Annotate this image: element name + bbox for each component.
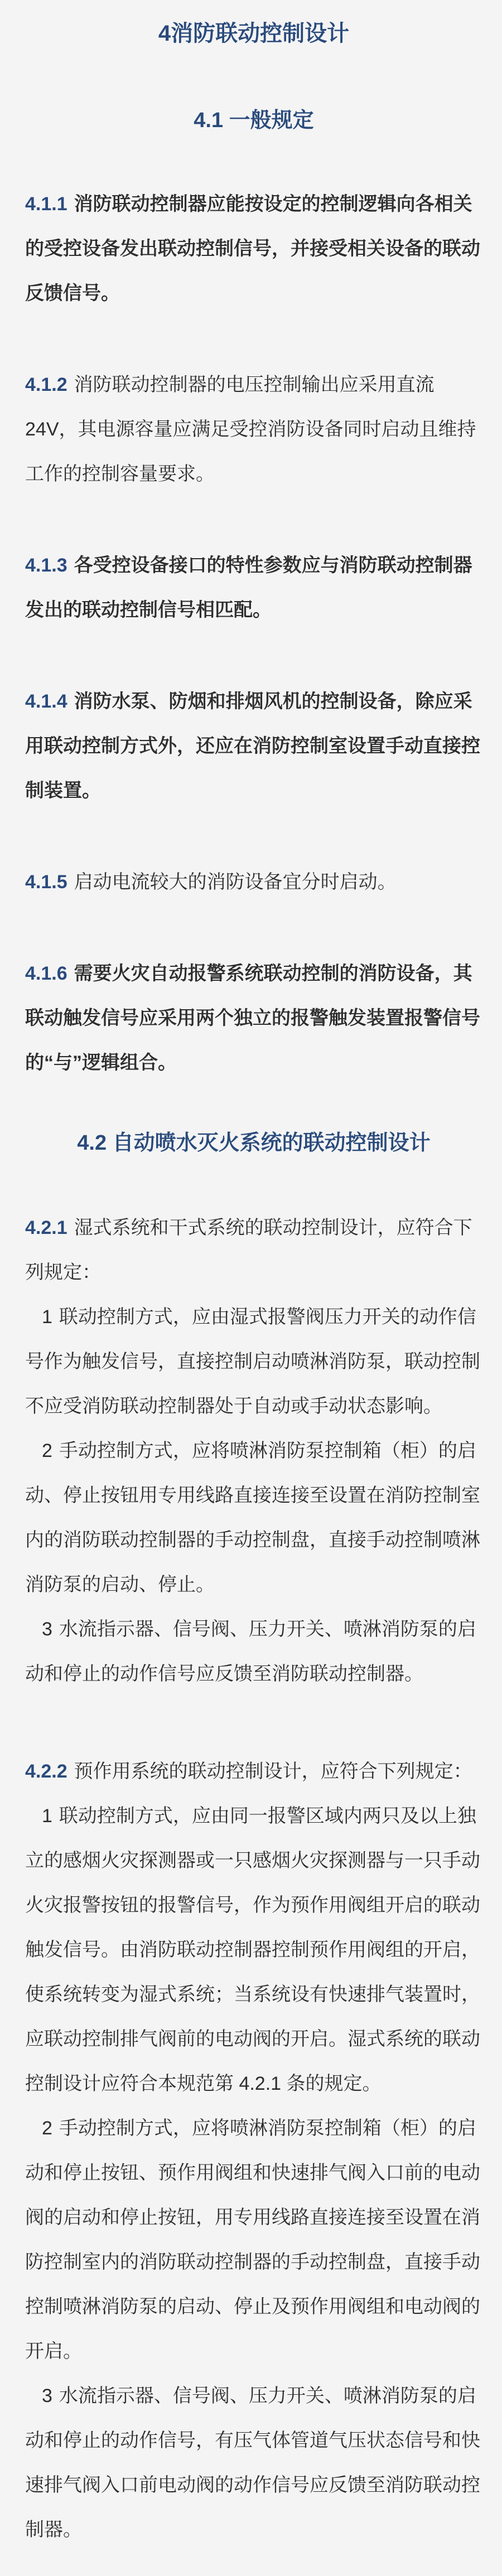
- clause-text: 消防水泵、防烟和排烟风机的控制设备，除应采用联动控制方式外，还应在消防控制室设置手动直接控制装置。: [25, 691, 480, 801]
- clause-paragraph: [25, 860, 482, 904]
- clause-4-1-5: [25, 860, 482, 904]
- clause-number: 4.2.2: [25, 1761, 67, 1782]
- section-heading-4-2: 4.2 自动喷水灭火系统的联动控制设计: [77, 1131, 431, 1155]
- clause-4-1-4: [25, 679, 482, 813]
- subitem-text: 手动控制方式，应将喷淋消防泵控制箱（柜）的启动和停止按钮、预作用阀组和快速排气阀入口前的电动阀的启动和停止按钮，用专用线路直接连接至设置在消防控制室内的消防联动控制器的手动控制盘，直接手动控制喷淋消防泵的启动、停止及预作用阀组和电动阀的开启。: [25, 2118, 480, 2362]
- clause-text: 湿式系统和干式系统的联动控制设计，应符合下列规定：: [25, 1217, 472, 1283]
- clause-number: 4.1.3: [25, 555, 67, 576]
- clause-number: 4.1.5: [25, 871, 67, 893]
- document-title: 4消防联动控制设计: [158, 21, 350, 46]
- clause-number: 4.1.4: [25, 691, 67, 712]
- clause-number: 4.1.6: [25, 963, 67, 984]
- clause-4-1-6: [25, 951, 482, 1085]
- clause-4-2-1-item-1: [25, 1295, 482, 1429]
- subitem-text: 联动控制方式，应由湿式报警阀压力开关的动作信号作为触发信号，直接控制启动喷淋消防泵，联动控制不应受消防联动控制器处于自动或手动状态影响。: [25, 1306, 480, 1417]
- subitem-number: 3: [42, 2385, 52, 2406]
- clause-4-2-1: [25, 1205, 482, 1696]
- subitem-number: 2: [42, 2118, 52, 2139]
- subitem-text: 水流指示器、信号阀、压力开关、喷淋消防泵的启动和停止的动作信号，有压气体管道气压状态信号和快速排气阀入口前电动阀的动作信号应反馈至消防联动控制器。: [25, 2385, 480, 2540]
- section-heading-4-1: 4.1 一般规定: [194, 109, 314, 132]
- clause-paragraph: [25, 679, 482, 813]
- subitem-number: 3: [42, 1619, 52, 1640]
- clause-number: 4.2.1: [25, 1217, 67, 1238]
- subitem-number: 1: [42, 1805, 52, 1827]
- clause-text: 预作用系统的联动控制设计，应符合下列规定：: [74, 1761, 472, 1782]
- clause-number: 4.1.2: [25, 374, 67, 395]
- clause-paragraph: [25, 543, 482, 632]
- clause-paragraph: [25, 1749, 482, 1794]
- subitem-number: 2: [42, 1440, 52, 1461]
- subitem-text: 水流指示器、信号阀、压力开关、喷淋消防泵的启动和停止的动作信号应反馈至消防联动控制器。: [25, 1619, 476, 1684]
- clause-text: 消防联动控制器的电压控制输出应采用直流24V，其电源容量应满足受控消防设备同时启动且维持工作的控制容量要求。: [25, 374, 476, 485]
- clause-4-1-3: [25, 543, 482, 632]
- clause-text: 消防联动控制器应能按设定的控制逻辑向各相关的受控设备发出联动控制信号，并接受相关设备的联动反馈信号。: [25, 193, 480, 304]
- subitem-number: 1: [42, 1306, 52, 1328]
- clause-text: 各受控设备接口的特性参数应与消防联动控制器发出的联动控制信号相匹配。: [25, 555, 472, 621]
- clause-4-2-2: [25, 1749, 482, 2552]
- clause-paragraph: [25, 182, 482, 316]
- clause-paragraph: [25, 362, 482, 496]
- clause-paragraph: [25, 1205, 482, 1295]
- subitem-text: 手动控制方式，应将喷淋消防泵控制箱（柜）的启动、停止按钮用专用线路直接连接至设置在消防控制室内的消防联动控制器的手动控制盘，直接手动控制喷淋消防泵的启动、停止。: [25, 1440, 480, 1595]
- clause-4-2-1-item-3: [25, 1607, 482, 1696]
- clause-4-2-2-item-3: [25, 2374, 482, 2552]
- clause-text: 需要火灾自动报警系统联动控制的消防设备，其联动触发信号应采用两个独立的报警触发装置报警信号的“与”逻辑组合。: [25, 963, 480, 1073]
- subitem-text: 联动控制方式，应由同一报警区域内两只及以上独立的感烟火灾探测器或一只感烟火灾探测器与一只手动火灾报警按钮的报警信号，作为预作用阀组开启的联动触发信号。由消防联动控制器控制预作用阀组的开启，使系统转变为湿式系统；当系统设有快速排气装置时，应联动控制排气阀前的电动阀的开启。湿式系统的联动控制设计应符合本规范第 4.2.1 条的规定。: [25, 1805, 480, 2094]
- clause-text: 启动电流较大的消防设备宜分时启动。: [74, 871, 397, 893]
- clause-4-2-2-item-2: [25, 2106, 482, 2374]
- clause-4-1-2: [25, 362, 482, 496]
- clause-4-2-1-item-2: [25, 1429, 482, 1607]
- clause-4-1-1: [25, 182, 482, 316]
- clause-paragraph: [25, 951, 482, 1085]
- clause-number: 4.1.1: [25, 193, 67, 215]
- clause-4-2-2-item-1: [25, 1794, 482, 2106]
